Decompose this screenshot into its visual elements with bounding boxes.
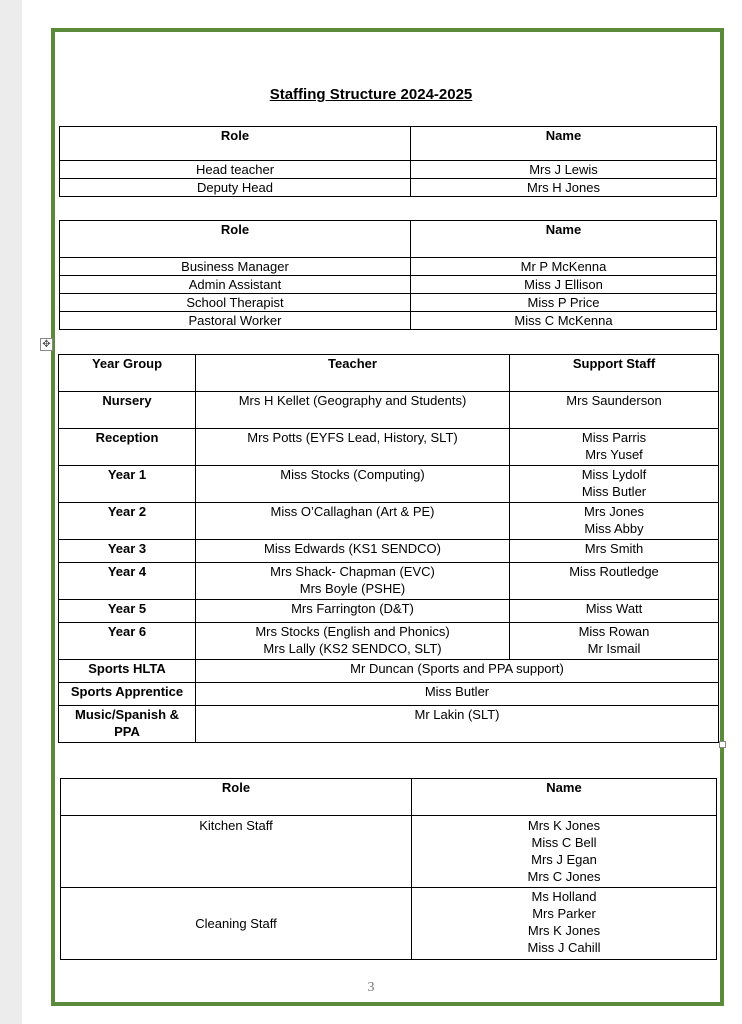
year-group-cell: Year 6 [59, 623, 196, 660]
support-staff-line: Mrs Saunderson [566, 393, 662, 408]
table-resize-handle[interactable] [719, 741, 726, 748]
year-group-cell: Year 3 [59, 540, 196, 563]
name-cell: Miss P Price [411, 294, 717, 312]
table-row [59, 660, 719, 683]
header-role: Role [60, 127, 411, 161]
year-group-cell [59, 706, 196, 743]
name-line: Miss C Bell [531, 835, 597, 850]
move-icon[interactable]: ✥ [40, 338, 53, 351]
role-cell: Pastoral Worker [60, 312, 411, 330]
role-cell: School Therapist [60, 294, 411, 312]
name-line: Mrs K Jones [527, 818, 601, 833]
group-line: Music/Spanish & [74, 707, 180, 722]
support-staff-line: Miss Lydolf [581, 467, 647, 482]
year-group-cell [59, 660, 196, 683]
table-header-row [59, 355, 719, 392]
table-row [60, 294, 717, 312]
role-cell: Admin Assistant [60, 276, 411, 294]
table-row [59, 466, 719, 503]
name-cell: Miss J Ellison [411, 276, 717, 294]
header-year-group: Year Group [59, 355, 196, 392]
table-header-row [60, 221, 717, 258]
support-staff-line: Miss Routledge [569, 564, 659, 579]
table-row [59, 683, 719, 706]
support-staff-cell [510, 466, 719, 503]
name-line: Miss J Cahill [527, 940, 601, 955]
staff-cell: Miss Butler [196, 683, 719, 706]
role-cell: Kitchen Staff [61, 816, 412, 888]
name-line: Ms Holland [531, 889, 597, 904]
year-group-cell: Year 2 [59, 503, 196, 540]
names-cell [412, 888, 717, 960]
support-staff-line: Miss Abby [584, 521, 644, 536]
table-header-row [60, 127, 717, 161]
page-number: 3 [367, 980, 375, 995]
office-table [59, 220, 717, 330]
name-line: Mrs K Jones [527, 923, 601, 938]
role-cell: Business Manager [60, 258, 411, 276]
name-line: Mrs C Jones [527, 869, 601, 884]
table-row [59, 392, 719, 429]
support-staff-line: Mrs Yusef [585, 447, 643, 462]
group-line: PPA [114, 724, 140, 739]
support-staff-cell [510, 600, 719, 623]
table-row [60, 276, 717, 294]
teacher-line: Mrs Lally (KS2 SENDCO, SLT) [263, 641, 442, 656]
name-line: Mrs Parker [532, 906, 596, 921]
names-cell [412, 816, 717, 888]
table-row [59, 600, 719, 623]
header-teacher: Teacher [196, 355, 510, 392]
year-group-cell: Nursery [59, 392, 196, 429]
header-role: Role [60, 221, 411, 258]
teacher-cell [196, 623, 510, 660]
teacher-cell [196, 540, 510, 563]
support-staff-cell [510, 429, 719, 466]
leadership-table [59, 126, 717, 197]
table-row [59, 503, 719, 540]
role-cell: Cleaning Staff [61, 888, 412, 960]
support-staff-line: Mrs Jones [584, 504, 644, 519]
table-row [61, 888, 717, 960]
teacher-line: Mrs H Kellet (Geography and Students) [238, 393, 467, 408]
support-staff-cell [510, 623, 719, 660]
teacher-line: Mrs Potts (EYFS Lead, History, SLT) [247, 430, 458, 445]
support-staff-line: Mr Ismail [587, 641, 641, 656]
name-cell: Mr P McKenna [411, 258, 717, 276]
table-row [59, 563, 719, 600]
header-role: Role [61, 779, 412, 816]
teacher-line: Mrs Boyle (PSHE) [299, 581, 406, 596]
name-cell: Mrs H Jones [411, 179, 717, 197]
support-staff-line: Miss Parris [581, 430, 647, 445]
support-staff-line: Miss Rowan [578, 624, 650, 639]
table-row [59, 429, 719, 466]
name-cell: Mrs J Lewis [411, 161, 717, 179]
teacher-line: Miss Stocks (Computing) [280, 467, 425, 482]
role-cell: Deputy Head [60, 179, 411, 197]
name-line: Mrs J Egan [531, 852, 597, 867]
support-staff-table [60, 778, 717, 960]
teacher-cell [196, 466, 510, 503]
table-row [59, 540, 719, 563]
table-row [61, 816, 717, 888]
teacher-line: Mrs Stocks (English and Phonics) [255, 624, 450, 639]
classes-table [58, 354, 719, 743]
header-support-staff: Support Staff [510, 355, 719, 392]
header-name: Name [411, 221, 717, 258]
table-row [60, 312, 717, 330]
group-line: Sports HLTA [88, 661, 166, 676]
teacher-cell [196, 392, 510, 429]
year-group-cell: Year 4 [59, 563, 196, 600]
document-title: Staffing Structure 2024-2025 [269, 86, 473, 103]
teacher-line: Miss Edwards (KS1 SENDCO) [264, 541, 441, 556]
support-staff-cell [510, 392, 719, 429]
year-group-cell: Reception [59, 429, 196, 466]
support-staff-line: Mrs Smith [584, 541, 644, 556]
staff-cell: Mr Lakin (SLT) [196, 706, 719, 743]
teacher-cell [196, 429, 510, 466]
group-line: Sports Apprentice [70, 684, 184, 699]
table-row [60, 258, 717, 276]
support-staff-line: Miss Butler [581, 484, 647, 499]
teacher-line: Mrs Shack- Chapman (EVC) [270, 564, 435, 579]
table-row [60, 161, 717, 179]
support-staff-cell [510, 540, 719, 563]
year-group-cell: Year 5 [59, 600, 196, 623]
staff-cell: Mr Duncan (Sports and PPA support) [196, 660, 719, 683]
name-cell: Miss C McKenna [411, 312, 717, 330]
teacher-cell [196, 503, 510, 540]
table-header-row [61, 779, 717, 816]
teacher-cell [196, 600, 510, 623]
table-row [59, 706, 719, 743]
support-staff-cell [510, 503, 719, 540]
table-row [60, 179, 717, 197]
support-staff-line: Miss Watt [585, 601, 643, 616]
teacher-line: Mrs Farrington (D&T) [291, 601, 414, 616]
support-staff-cell [510, 563, 719, 600]
header-name: Name [412, 779, 717, 816]
role-cell: Head teacher [60, 161, 411, 179]
teacher-cell [196, 563, 510, 600]
year-group-cell: Year 1 [59, 466, 196, 503]
year-group-cell [59, 683, 196, 706]
table-row [59, 623, 719, 660]
teacher-line: Miss O’Callaghan (Art & PE) [270, 504, 435, 519]
header-name: Name [411, 127, 717, 161]
